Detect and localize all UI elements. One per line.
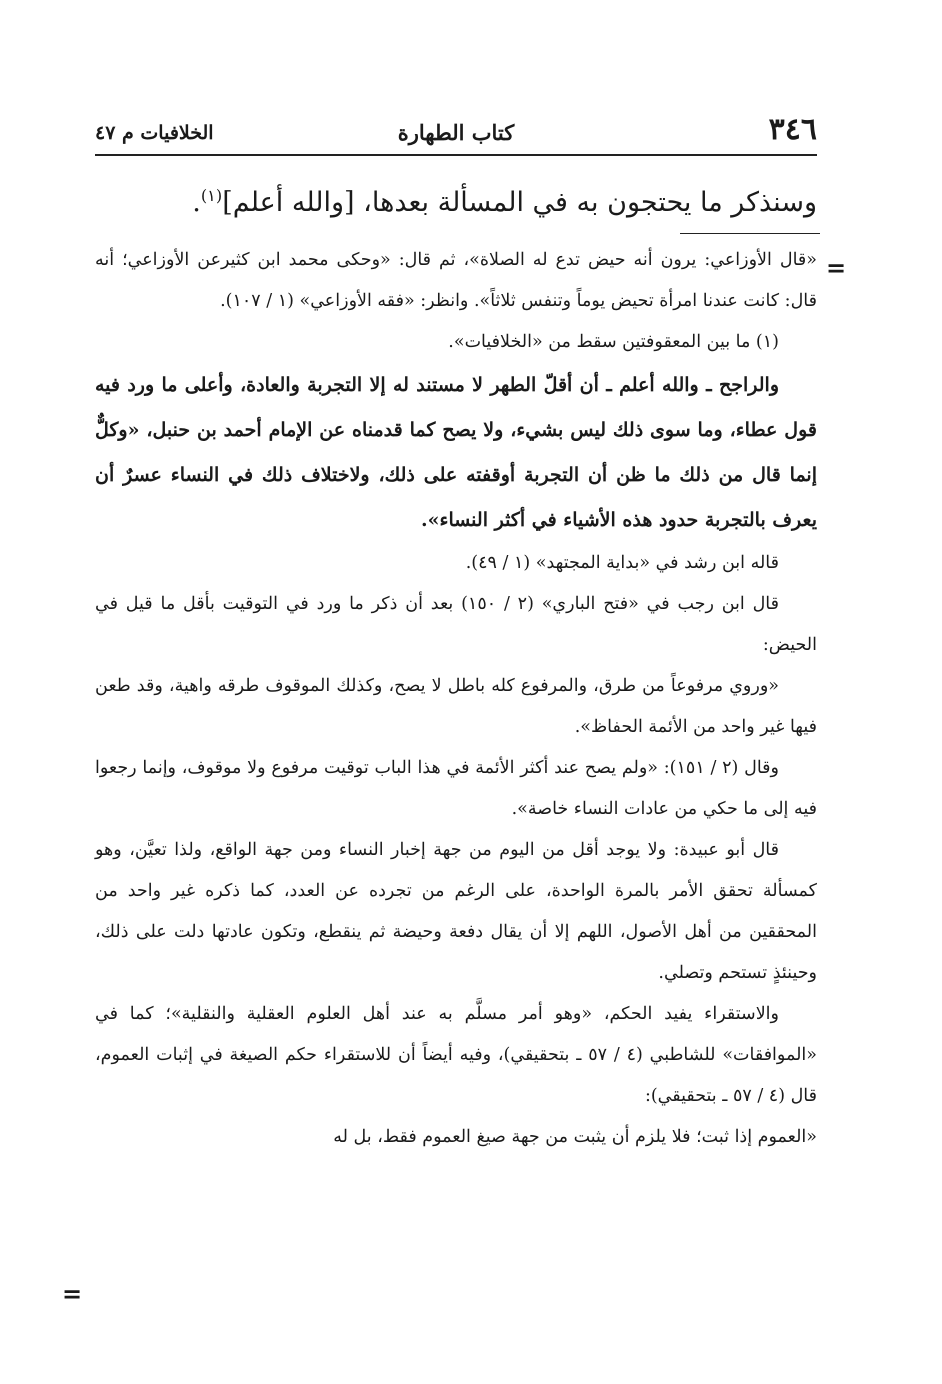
continued-on-next-mark: = (62, 1279, 83, 1308)
footnote-paragraph: «العموم إذا ثبت؛ فلا يلزم أن يثبت من جهة صيغ العموم فقط، بل له (333, 1127, 817, 1147)
page-header (95, 112, 817, 152)
continued-from-previous-mark: = (826, 253, 847, 282)
header-divider (95, 154, 817, 156)
footnote-separator (680, 233, 820, 234)
footnote-paragraph: قال أبو عبيدة: ولا يوجد أقل من اليوم من جهة إخبار النساء ومن جهة الواقع، ولذا تعيَّن، وهو كمسألة تحقق الأمر بالمرة الواحدة، على الرغم من تجرده عن العدد، كما ذكره غير واحد من المحققين من أهل الأصول، اللهم إلا أن يقال دفعة وحيضة ثم ينقطع، وتكون عادتها دلت على ذلك، وحينئذٍ تستحم وتصلي. (95, 840, 817, 983)
footnote-paragraph: (١) ما بين المعقوفتين سقط من «الخلافيات». (448, 332, 779, 352)
footnote-paragraph: والراجح ـ والله أعلم ـ أن أقلّ الطهر لا مستند له إلا التجربة والعادة، وأعلى ما ورد فيه قول عطاء، وما سوى ذلك ليس بشيء، ولا يصح كما قدمناه عن الإمام أحمد بن حنبل، «وكلٌّ إنما قال من ذلك ما ظن أن التجربة أوقفته على ذلك، ولاختلاف ذلك في النساء عسرٌ أن يعرف بالتجربة حدود هذه الأشياء في أكثر النساء». (95, 374, 817, 531)
footnote-paragraph: قال ابن رجب في «فتح الباري» (٢ / ١٥٠) بعد أن ذكر ما ورد في التوقيت بأقل ما قيل في الحيض: (95, 594, 817, 655)
footnote-marker: (١) (200, 186, 223, 205)
running-title: كتاب الطهارة (397, 120, 515, 145)
running-reference: الخلافيات م ٤٧ (95, 122, 214, 144)
main-text-end: . (192, 187, 201, 218)
footnote-paragraph: والاستقراء يفيد الحكم، «وهو أمر مسلَّم به عند أهل العلوم العقلية والنقلية»؛ كما في «الموافقات» للشاطبي (٤ / ٥٧ ـ بتحقيقي)، وفيه أيضاً أن للاستقراء حكم الصيغة في إثبات العموم، قال (٤ / ٥٧ ـ بتحقيقي): (95, 1004, 817, 1106)
footnote-paragraph: «وروي مرفوعاً من طرق، والمرفوع كله باطل لا يصح، وكذلك الموقوف طرقه واهية، وقد طعن فيها غير واحد من الأئمة الحفاظ». (95, 676, 817, 737)
page-number: ٣٤٦ (768, 112, 817, 147)
footnote-paragraph: «قال الأوزاعي: يرون أنه حيض تدع له الصلاة»، ثم قال: «وحكى محمد ابن كثيرعن الأوزاعي؛ أنه قال: كانت عندنا امرأة تحيض يوماً وتنفس ثلاثاً». وانظر: «فقه الأوزاعي» (١ / ١٠٧). (95, 250, 817, 311)
footnote-paragraph: وقال (٢ / ١٥١): «ولم يصح عند أكثر الأئمة في هذا الباب توقيت مرفوع ولا موقوف، وإنما رجعوا فيه إلى ما حكي من عادات النساء خاصة». (95, 758, 817, 819)
footnote-paragraph: قاله ابن رشد في «بداية المجتهد» (١ / ٤٩). (465, 553, 779, 573)
main-text-line: وسنذكر ما يحتجون به في المسألة بعدها، [والله أعلم] (222, 187, 817, 218)
footnotes (95, 240, 817, 1158)
main-text (95, 170, 817, 229)
